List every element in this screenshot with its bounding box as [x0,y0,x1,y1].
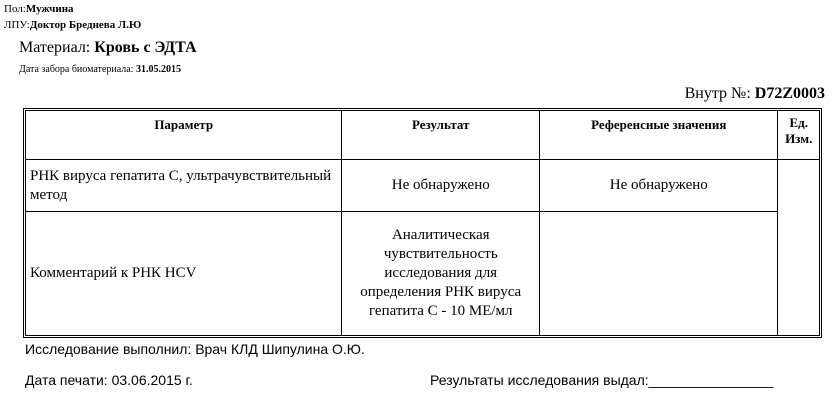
issued-by: Результаты исследования выдал:________________ [430,372,774,388]
print-date: Дата печати: 03.06.2015 г. [25,372,193,388]
patient-sex-label: Пол: [4,3,26,15]
row-parameter: Комментарий к РНК HCV [26,212,342,336]
table-row [26,160,820,212]
header-units: Ед. Изм. [778,111,820,160]
patient-sex-value: Мужчина [25,3,74,15]
results-table [25,110,820,336]
patient-lpu [4,19,141,31]
header-result: Результат [342,111,540,160]
internal-number [685,85,825,103]
row-reference: Не обнаружено [540,160,778,212]
collection-date-label: Дата забора биоматериала: [19,64,134,75]
lpu-label: ЛПУ: [4,19,30,31]
table-header-row [26,111,820,160]
collection-date [19,64,181,75]
internal-number-value: D72Z0003 [754,85,825,102]
header-reference: Референсные значения [540,111,778,160]
row-parameter: РНК вируса гепатита С, ультрачувствительный метод [26,160,342,212]
material-label: Материал: [19,39,91,56]
internal-number-label: Внутр №: [684,85,751,102]
executed-by: Исследование выполнил: Врач КЛД Шипулина О.Ю. [25,341,365,357]
row-result: Не обнаружено [342,160,540,212]
lpu-value: Доктор Бреднева Л.Ю [29,19,142,31]
row-reference [540,212,778,336]
table-row [26,212,820,336]
header-parameter: Параметр [26,111,342,160]
row-result: Аналитическая чувствительность исследования для определения РНК вируса гепатита С - 10 МЕ/мл [342,212,540,336]
patient-sex [4,3,74,15]
row-units [778,160,820,336]
collection-date-value: 31.05.2015 [135,64,181,75]
material-value: Кровь с ЭДТА [94,39,197,56]
material [19,39,197,57]
